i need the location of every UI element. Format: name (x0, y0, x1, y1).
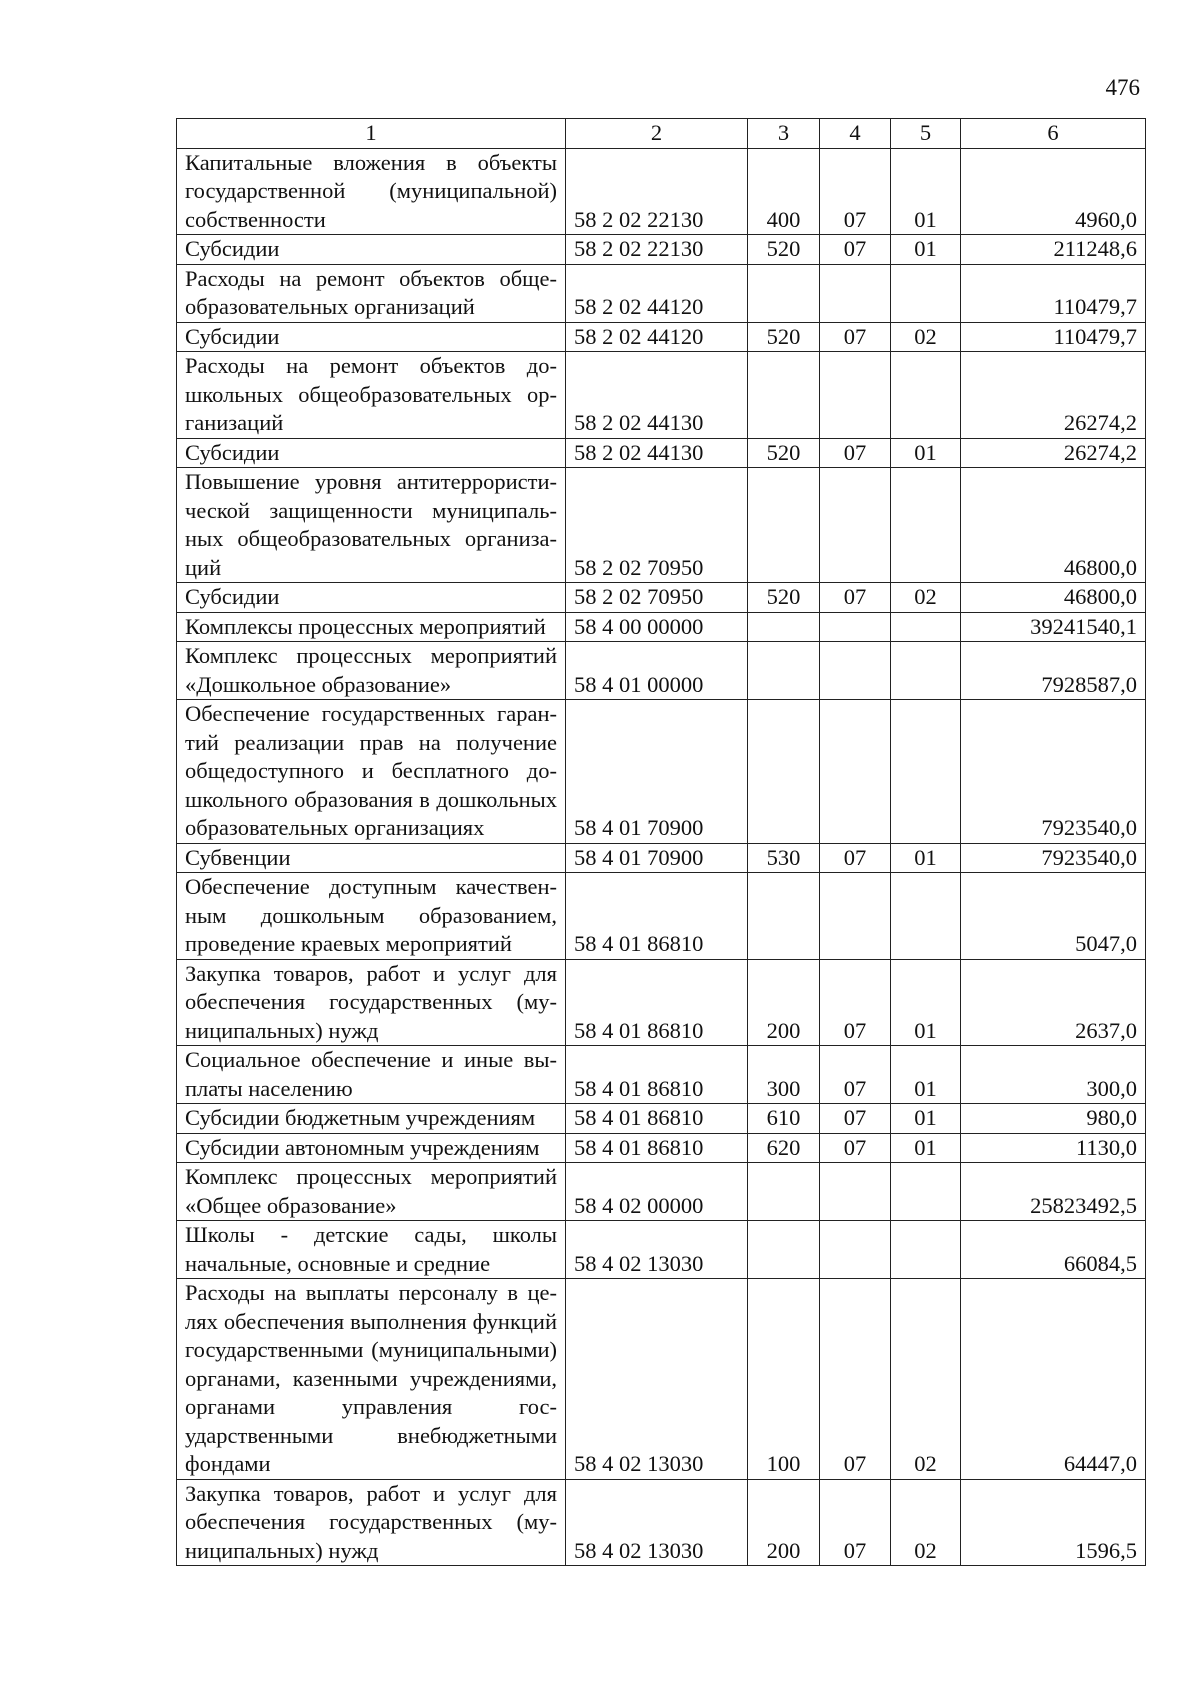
row-col3-cell (748, 873, 820, 960)
row-code-cell: 58 2 02 44120 (566, 264, 748, 322)
row-col4-cell: 07 (820, 322, 891, 352)
row-col4-cell: 07 (820, 959, 891, 1046)
table-row (177, 438, 1146, 468)
row-code-cell: 58 4 01 86810 (566, 873, 748, 960)
row-col5-cell (891, 642, 961, 700)
table-row (177, 1479, 1146, 1566)
table-row (177, 1221, 1146, 1279)
row-amount-cell: 64447,0 (961, 1279, 1146, 1480)
row-name-cell: Субвенции (177, 843, 566, 873)
row-col3-cell (748, 1221, 820, 1279)
table-row (177, 612, 1146, 642)
row-col5-cell: 01 (891, 235, 961, 265)
row-code-cell: 58 4 02 13030 (566, 1479, 748, 1566)
row-col5-cell: 01 (891, 959, 961, 1046)
column-header: 5 (891, 119, 961, 149)
row-name-cell: Социальное обеспечение и иные выплаты населению (177, 1046, 566, 1104)
row-name-cell: Повышение уровня антитеррористической защищенности муниципальных общеобразовательных организаций (177, 468, 566, 583)
row-col4-cell (820, 264, 891, 322)
row-col3-cell (748, 468, 820, 583)
row-amount-cell: 300,0 (961, 1046, 1146, 1104)
row-col4-cell (820, 612, 891, 642)
table-row (177, 264, 1146, 322)
table-row (177, 1279, 1146, 1480)
row-col4-cell: 07 (820, 235, 891, 265)
row-amount-cell: 110479,7 (961, 322, 1146, 352)
row-col5-cell: 01 (891, 438, 961, 468)
row-amount-cell: 211248,6 (961, 235, 1146, 265)
row-col4-cell: 07 (820, 148, 891, 235)
row-code-cell: 58 4 01 86810 (566, 959, 748, 1046)
row-col3-cell: 200 (748, 1479, 820, 1566)
row-col5-cell (891, 873, 961, 960)
row-code-cell: 58 2 02 70950 (566, 583, 748, 613)
row-code-cell: 58 4 02 13030 (566, 1221, 748, 1279)
table-row (177, 642, 1146, 700)
table-row (177, 1163, 1146, 1221)
header-row (177, 119, 1146, 149)
row-col5-cell (891, 612, 961, 642)
row-code-cell: 58 2 02 70950 (566, 468, 748, 583)
row-amount-cell: 66084,5 (961, 1221, 1146, 1279)
row-col4-cell: 07 (820, 1479, 891, 1566)
row-code-cell: 58 4 01 00000 (566, 642, 748, 700)
row-name-cell: Расходы на ремонт объектов дошкольных общеобразовательных организаций (177, 352, 566, 439)
row-col5-cell: 01 (891, 1104, 961, 1134)
table-row (177, 235, 1146, 265)
row-code-cell: 58 2 02 22130 (566, 235, 748, 265)
column-header: 4 (820, 119, 891, 149)
row-col3-cell: 520 (748, 322, 820, 352)
row-amount-cell: 39241540,1 (961, 612, 1146, 642)
table-row (177, 322, 1146, 352)
table-row (177, 583, 1146, 613)
row-col4-cell: 07 (820, 1104, 891, 1134)
row-col3-cell: 400 (748, 148, 820, 235)
row-col4-cell (820, 642, 891, 700)
row-code-cell: 58 2 02 22130 (566, 148, 748, 235)
row-code-cell: 58 4 01 70900 (566, 700, 748, 844)
row-code-cell: 58 4 01 70900 (566, 843, 748, 873)
row-amount-cell: 980,0 (961, 1104, 1146, 1134)
row-name-cell: Закупка товаров, работ и услуг для обеспечения государственных (муниципальных) нужд (177, 959, 566, 1046)
row-col3-cell: 530 (748, 843, 820, 873)
row-col5-cell: 01 (891, 1133, 961, 1163)
row-col5-cell: 01 (891, 843, 961, 873)
row-col3-cell: 300 (748, 1046, 820, 1104)
row-col5-cell (891, 264, 961, 322)
row-col5-cell (891, 1163, 961, 1221)
row-name-cell: Субсидии автономным учреждениям (177, 1133, 566, 1163)
row-col4-cell: 07 (820, 583, 891, 613)
column-header: 2 (566, 119, 748, 149)
row-amount-cell: 1130,0 (961, 1133, 1146, 1163)
budget-table (176, 118, 1146, 1566)
row-col3-cell: 520 (748, 583, 820, 613)
row-amount-cell: 4960,0 (961, 148, 1146, 235)
row-col3-cell (748, 264, 820, 322)
row-col4-cell (820, 352, 891, 439)
row-amount-cell: 25823492,5 (961, 1163, 1146, 1221)
row-col3-cell (748, 700, 820, 844)
table-row (177, 700, 1146, 844)
row-name-cell: Субсидии (177, 438, 566, 468)
row-name-cell: Субсидии (177, 583, 566, 613)
row-name-cell: Расходы на выплаты персоналу в целях обеспечения выполнения функций государственными (муниципальными) органами, казенными учреждениями, органами управления государственными внебюджетными фондами (177, 1279, 566, 1480)
row-col3-cell: 620 (748, 1133, 820, 1163)
table-row (177, 873, 1146, 960)
row-code-cell: 58 4 01 86810 (566, 1046, 748, 1104)
row-amount-cell: 1596,5 (961, 1479, 1146, 1566)
row-col4-cell (820, 468, 891, 583)
row-col4-cell (820, 873, 891, 960)
table-row (177, 843, 1146, 873)
row-name-cell: Субсидии бюджетным учреждениям (177, 1104, 566, 1134)
table-row (177, 148, 1146, 235)
row-amount-cell: 7928587,0 (961, 642, 1146, 700)
row-col3-cell (748, 612, 820, 642)
row-name-cell: Комплексы процессных мероприятий (177, 612, 566, 642)
row-name-cell: Школы - детские сады, школы начальные, основные и средние (177, 1221, 566, 1279)
row-amount-cell: 2637,0 (961, 959, 1146, 1046)
row-col3-cell: 520 (748, 438, 820, 468)
row-col4-cell: 07 (820, 1133, 891, 1163)
row-code-cell: 58 4 02 13030 (566, 1279, 748, 1480)
row-code-cell: 58 4 01 86810 (566, 1133, 748, 1163)
row-col4-cell: 07 (820, 1046, 891, 1104)
row-amount-cell: 26274,2 (961, 438, 1146, 468)
row-col3-cell: 200 (748, 959, 820, 1046)
row-amount-cell: 7923540,0 (961, 843, 1146, 873)
row-name-cell: Расходы на ремонт объектов общеобразовательных организаций (177, 264, 566, 322)
row-name-cell: Субсидии (177, 322, 566, 352)
table-row (177, 352, 1146, 439)
row-col4-cell: 07 (820, 438, 891, 468)
row-col3-cell (748, 642, 820, 700)
table-row (177, 1133, 1146, 1163)
row-col5-cell: 01 (891, 1046, 961, 1104)
row-col5-cell: 02 (891, 322, 961, 352)
table-row (177, 1104, 1146, 1134)
row-col3-cell: 610 (748, 1104, 820, 1134)
row-col5-cell (891, 700, 961, 844)
row-code-cell: 58 2 02 44130 (566, 438, 748, 468)
row-col3-cell: 100 (748, 1279, 820, 1480)
row-code-cell: 58 2 02 44120 (566, 322, 748, 352)
row-col4-cell (820, 1163, 891, 1221)
row-name-cell: Комплекс процессных мероприятий «Общее образование» (177, 1163, 566, 1221)
row-name-cell: Комплекс процессных мероприятий «Дошкольное образование» (177, 642, 566, 700)
row-name-cell: Закупка товаров, работ и услуг для обеспечения государственных (муниципальных) нужд (177, 1479, 566, 1566)
row-name-cell: Субсидии (177, 235, 566, 265)
row-amount-cell: 46800,0 (961, 468, 1146, 583)
row-amount-cell: 26274,2 (961, 352, 1146, 439)
row-col3-cell (748, 352, 820, 439)
table-row (177, 959, 1146, 1046)
row-name-cell: Обеспечение государственных гарантий реализации прав на получение общедоступного и бесплатного дошкольного образования в дошкольных образовательных организациях (177, 700, 566, 844)
row-code-cell: 58 4 01 86810 (566, 1104, 748, 1134)
page-number: 476 (1105, 75, 1140, 100)
row-col4-cell: 07 (820, 1279, 891, 1480)
row-amount-cell: 5047,0 (961, 873, 1146, 960)
row-amount-cell: 46800,0 (961, 583, 1146, 613)
table-row (177, 1046, 1146, 1104)
row-col5-cell (891, 1221, 961, 1279)
row-code-cell: 58 4 00 00000 (566, 612, 748, 642)
row-code-cell: 58 2 02 44130 (566, 352, 748, 439)
row-col5-cell: 02 (891, 583, 961, 613)
row-amount-cell: 7923540,0 (961, 700, 1146, 844)
row-col5-cell (891, 468, 961, 583)
row-col4-cell (820, 1221, 891, 1279)
table-row (177, 468, 1146, 583)
row-col4-cell (820, 700, 891, 844)
row-col4-cell: 07 (820, 843, 891, 873)
row-col5-cell: 02 (891, 1479, 961, 1566)
row-col5-cell: 02 (891, 1279, 961, 1480)
column-header: 6 (961, 119, 1146, 149)
row-name-cell: Обеспечение доступным качественным дошкольным образованием, проведение краевых мероприятий (177, 873, 566, 960)
row-name-cell: Капитальные вложения в объекты государственной (муниципальной) собственности (177, 148, 566, 235)
column-header: 3 (748, 119, 820, 149)
row-code-cell: 58 4 02 00000 (566, 1163, 748, 1221)
row-amount-cell: 110479,7 (961, 264, 1146, 322)
row-col3-cell: 520 (748, 235, 820, 265)
row-col5-cell (891, 352, 961, 439)
column-header: 1 (177, 119, 566, 149)
row-col5-cell: 01 (891, 148, 961, 235)
row-col3-cell (748, 1163, 820, 1221)
